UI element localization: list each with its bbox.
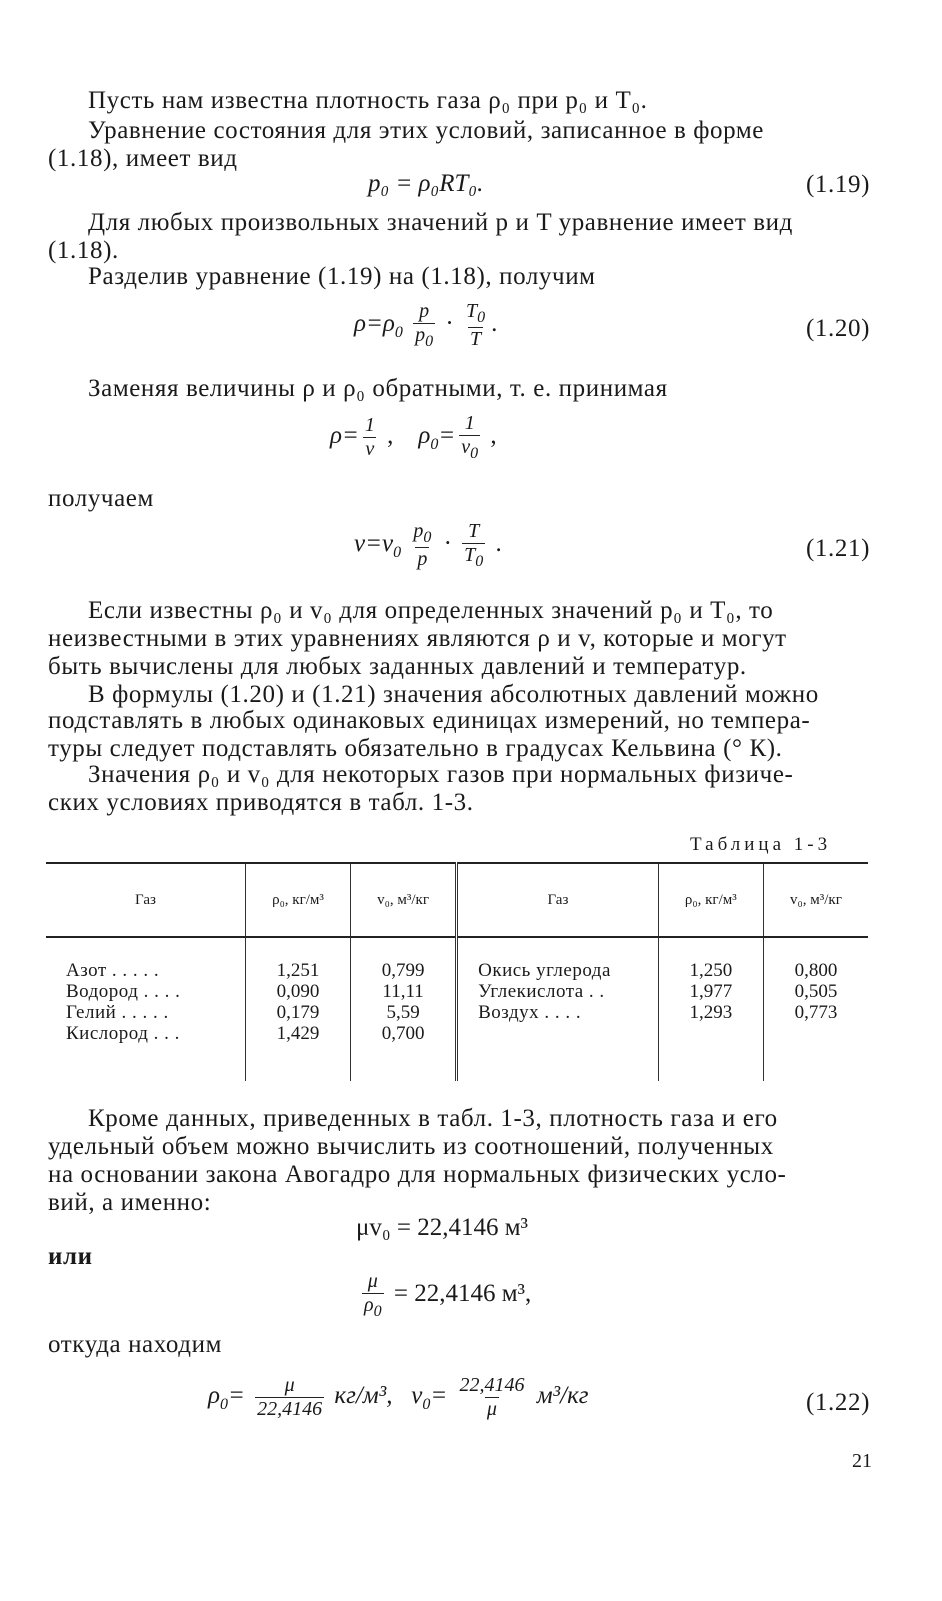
table-cell: 1,429 (276, 1023, 320, 1044)
table-cell: 1,293 (689, 1002, 733, 1023)
equation-1-22: $\rho_0=$ $\frac{\mu}{22,4146}$ кг/м³, $v_0=$ $\frac{22,4146}{\mu}$ м³/кг (208, 1374, 589, 1420)
paragraph-line: подставлять в любых одинаковых единицах измерений, но темпера- (48, 707, 811, 734)
paragraph-line: вий, а именно: (48, 1189, 212, 1216)
table-cell: 5,59 (386, 1002, 420, 1023)
table-header: v₀, м³/кг (351, 863, 457, 937)
table-cell: 1,977 (689, 981, 733, 1002)
paragraph-line: быть вычислены для любых заданных давлений и температур. (48, 653, 747, 680)
equation-reciprocal: ρ= $\frac{1}{v}$ , $\rho_0=$ $\frac{1}{v_0}$ , (330, 412, 497, 462)
equation-mu-over-rho: $\frac{\mu}{\rho_0}$ = 22,4146 м³, (364, 1270, 532, 1320)
page-number: 21 (852, 1450, 872, 1472)
table-cell: 0,799 (381, 960, 425, 981)
table-header: Газ (457, 863, 659, 937)
equation-avogadro: μv₀ = 22,4146 м³ (356, 1214, 529, 1241)
table-cell: 0,773 (794, 1002, 838, 1023)
paragraph-line: В формулы (1.20) и (1.21) значения абсолютных давлений можно (88, 681, 819, 708)
table-cell: Кислород . . . (66, 1023, 180, 1044)
paragraph-line: или (48, 1243, 93, 1270)
paragraph-line: Для любых произвольных значений p и T уравнение имеет вид (88, 209, 793, 236)
equation-number: (1.19) (806, 171, 871, 198)
table-cell: Водород . . . . (66, 981, 181, 1002)
table-cell: Углекислота . . (478, 981, 605, 1002)
table-cell: Воздух . . . . (478, 1002, 582, 1023)
table-cell: 0,800 (794, 960, 838, 981)
table-row (46, 937, 868, 1081)
paragraph-line: Значения ρ₀ и v₀ для некоторых газов при нормальных физиче- (88, 761, 794, 788)
gas-names-left (46, 937, 245, 1081)
table-cell: 0,505 (794, 981, 838, 1002)
paragraph-line: Заменяя величины ρ и ρ₀ обратными, т. е. принимая (88, 375, 668, 402)
paragraph-line: (1.18), имеет вид (48, 145, 238, 172)
equation-number: (1.20) (806, 315, 871, 342)
equation-1-20: $\rho=\rho_0$ $\frac{p}{p_0}$ · $\frac{T_0}{T}$ . (354, 300, 498, 350)
v-values-left (351, 937, 457, 1081)
paragraph-line: ских условиях приводятся в табл. 1-3. (48, 789, 474, 816)
gas-names-right (457, 937, 659, 1081)
rho-values-right (658, 937, 763, 1081)
table-cell: 0,700 (381, 1023, 425, 1044)
paragraph-line: удельный объем можно вычислить из соотношений, полученных (48, 1133, 774, 1160)
table-cell: 0,090 (276, 981, 320, 1002)
table-header: ρ₀, кг/м³ (245, 863, 350, 937)
equation-number: (1.22) (806, 1389, 871, 1416)
table-cell: Гелий . . . . . (66, 1002, 169, 1023)
paragraph-line: Пусть нам известна плотность газа ρ₀ при p₀ и T₀. (88, 87, 648, 114)
table-cell: Окись углерода (478, 960, 611, 981)
paragraph-line: туры следует подставлять обязательно в градусах Кельвина (° К). (48, 735, 783, 762)
table-caption: Таблица 1-3 (690, 834, 832, 855)
table-cell: Азот . . . . . (66, 960, 160, 981)
equation-tail: = 22,4146 м³, (393, 1280, 532, 1308)
paragraph-line: откуда находим (48, 1331, 223, 1358)
table-cell: 11,11 (382, 981, 424, 1002)
paragraph-line: на основании закона Авогадро для нормальных физических усло- (48, 1161, 787, 1188)
table-header: v₀, м³/кг (763, 863, 868, 937)
equation-number: (1.21) (806, 535, 871, 562)
table-cell: 0,179 (276, 1002, 320, 1023)
v-values-right (763, 937, 868, 1081)
paragraph-line: Если известны ρ₀ и v₀ для определенных значений p₀ и T₀, то (88, 597, 774, 624)
table-header: ρ₀, кг/м³ (658, 863, 763, 937)
paragraph-line: (1.18). (48, 237, 119, 264)
paragraph-line: Уравнение состояния для этих условий, записанное в форме (88, 117, 764, 144)
rho-values-left (245, 937, 350, 1081)
table-cell: 1,251 (276, 960, 320, 981)
equation-constant: 22,4146 (459, 1374, 525, 1396)
paragraph-line: получаем (48, 485, 154, 512)
paragraph-line: Кроме данных, приведенных в табл. 1-3, плотность газа и его (88, 1105, 778, 1132)
paragraph-line: Разделив уравнение (1.19) на (1.18), получим (88, 263, 596, 290)
equation-units: кг/м³, (334, 1382, 393, 1410)
table-header: Газ (46, 863, 245, 937)
equation-units: м³/кг (536, 1382, 589, 1410)
table-cell: 1,250 (689, 960, 733, 981)
equation-constant: 22,4146 (257, 1398, 323, 1420)
equation-1-19: p₀ = ρ₀RT₀. (368, 170, 484, 197)
equation-1-21: $v=v_0$ $\frac{p_0}{p}$ · $\frac{T}{T_0}$ . (354, 520, 502, 570)
paragraph-line: неизвестными в этих уравнениях являются ρ и v, которые и могут (48, 625, 787, 652)
gas-table (46, 862, 868, 1081)
